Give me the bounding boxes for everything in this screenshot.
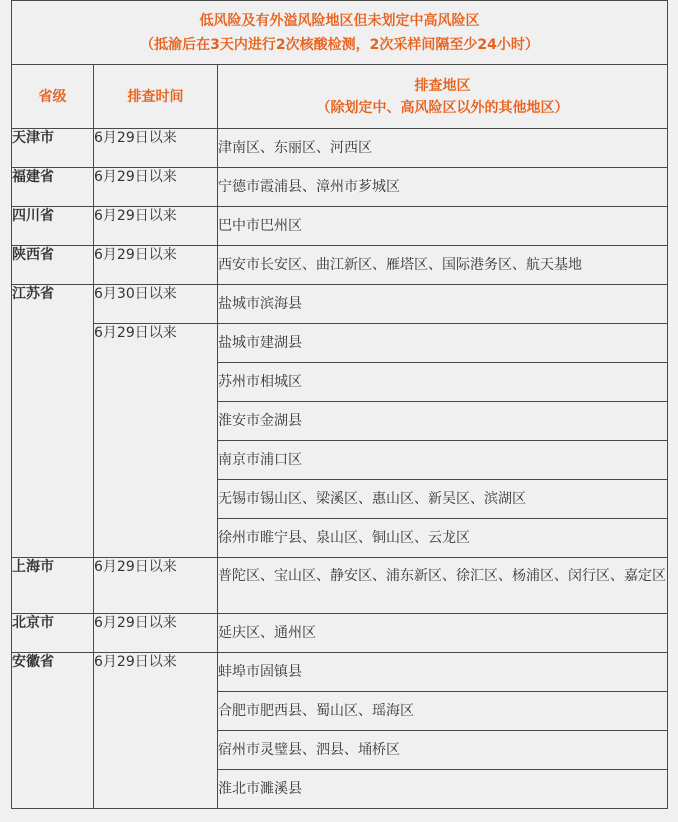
area-cell: 淮安市金湖县	[218, 402, 668, 441]
table-title	[12, 1, 668, 65]
province-cell: 陕西省	[12, 246, 94, 285]
area-cell: 普陀区、宝山区、静安区、浦东新区、徐汇区、杨浦区、闵行区、嘉定区	[218, 558, 668, 614]
area-cell: 徐州市睢宁县、泉山区、铜山区、云龙区	[218, 519, 668, 558]
area-cell: 无锡市锡山区、梁溪区、惠山区、新吴区、滨湖区	[218, 480, 668, 519]
area-cell: 苏州市相城区	[218, 363, 668, 402]
table-row	[12, 285, 668, 324]
time-cell: 6月29日以来	[94, 168, 218, 207]
area-cell: 盐城市滨海县	[218, 285, 668, 324]
area-cell: 宿州市灵璧县、泗县、埇桥区	[218, 731, 668, 770]
table-row	[12, 558, 668, 614]
time-cell: 6月29日以来	[94, 324, 218, 558]
area-cell: 合肥市肥西县、蜀山区、瑶海区	[218, 692, 668, 731]
header-province: 省级	[12, 65, 94, 129]
table-row	[12, 246, 668, 285]
time-cell: 6月29日以来	[94, 207, 218, 246]
province-cell: 四川省	[12, 207, 94, 246]
table-title-line2: （抵渝后在3天内进行2次核酸检测，2次采样间隔至少24小时）	[140, 36, 539, 53]
header-area	[218, 65, 668, 129]
province-cell: 安徽省	[12, 653, 94, 809]
area-cell: 津南区、东丽区、河西区	[218, 129, 668, 168]
province-cell: 福建省	[12, 168, 94, 207]
header-area-line1: 排查地区	[414, 77, 471, 94]
time-cell: 6月29日以来	[94, 653, 218, 809]
area-cell: 宁德市霞浦县、漳州市芗城区	[218, 168, 668, 207]
table-row	[12, 324, 668, 363]
table-row	[12, 168, 668, 207]
time-cell: 6月29日以来	[94, 246, 218, 285]
area-cell: 西安市长安区、曲江新区、雁塔区、国际港务区、航天基地	[218, 246, 668, 285]
table-row	[12, 129, 668, 168]
table-row	[12, 653, 668, 692]
time-cell: 6月29日以来	[94, 614, 218, 653]
table-row	[12, 207, 668, 246]
header-area-line2: （除划定中、高风险区以外的其他地区）	[316, 99, 569, 116]
area-cell: 巴中市巴州区	[218, 207, 668, 246]
area-cell: 淮北市濉溪县	[218, 770, 668, 809]
area-cell: 蚌埠市固镇县	[218, 653, 668, 692]
header-time: 排查时间	[94, 65, 218, 129]
province-cell: 天津市	[12, 129, 94, 168]
area-cell: 盐城市建湖县	[218, 324, 668, 363]
time-cell: 6月29日以来	[94, 558, 218, 614]
table-title-line1: 低风险及有外溢风险地区但未划定中高风险区	[199, 12, 480, 29]
province-cell: 上海市	[12, 558, 94, 614]
time-cell: 6月29日以来	[94, 129, 218, 168]
risk-area-table	[11, 0, 668, 809]
province-cell: 江苏省	[12, 285, 94, 558]
table-row	[12, 614, 668, 653]
time-cell: 6月30日以来	[94, 285, 218, 324]
area-cell: 延庆区、通州区	[218, 614, 668, 653]
area-cell: 南京市浦口区	[218, 441, 668, 480]
province-cell: 北京市	[12, 614, 94, 653]
